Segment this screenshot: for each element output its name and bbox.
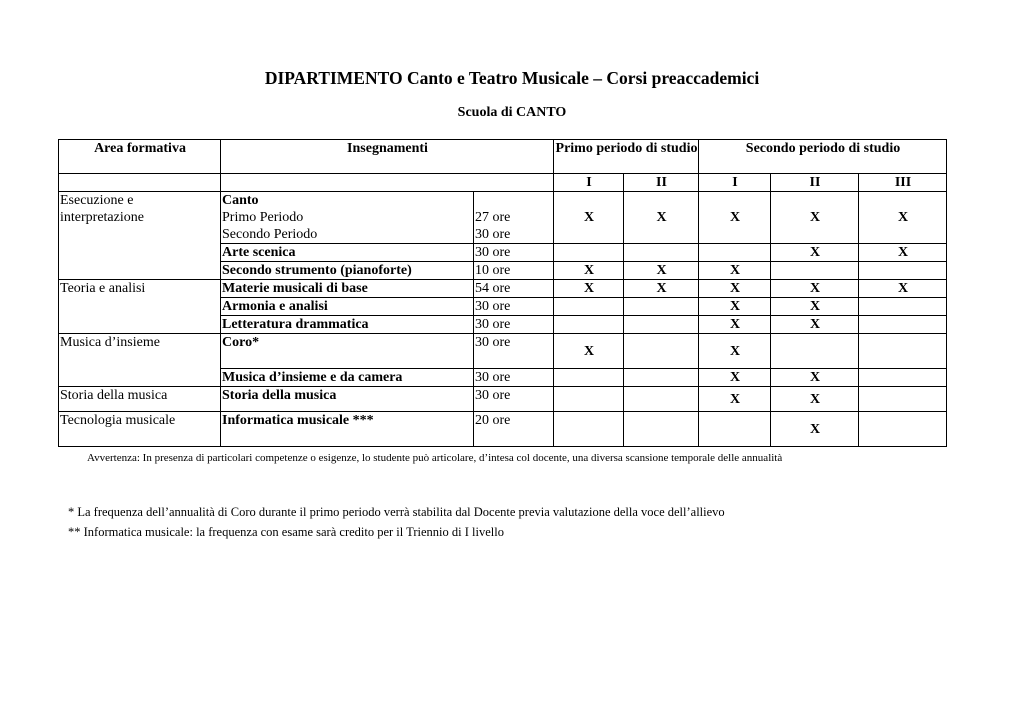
- mark-cell: X: [771, 387, 859, 412]
- empty-cell: [624, 244, 699, 262]
- table-row: [59, 192, 947, 244]
- mark-cell: X: [771, 244, 859, 262]
- empty-cell: [859, 412, 947, 447]
- empty-cell: [624, 412, 699, 447]
- table-row: [59, 412, 947, 447]
- empty-cell: [554, 369, 624, 387]
- empty-cell: [859, 298, 947, 316]
- hours-cell: [474, 192, 554, 244]
- year-header: I: [699, 174, 771, 192]
- course-name: Materie musicali di base: [221, 280, 474, 298]
- course-name: Arte scenica: [221, 244, 474, 262]
- mark-cell: X: [771, 412, 859, 447]
- hours-cell: 20 ore: [474, 412, 554, 447]
- empty-cell: [554, 387, 624, 412]
- hours-cell: 54 ore: [474, 280, 554, 298]
- year-header: I: [554, 174, 624, 192]
- course-name: Musica d’insieme e da camera: [221, 369, 474, 387]
- table-row: [59, 387, 947, 412]
- area-cell: Tecnologia musicale: [59, 412, 221, 447]
- empty-cell: [771, 334, 859, 369]
- empty-cell: [221, 174, 554, 192]
- mark-cell: X: [859, 280, 947, 298]
- course-name: Letteratura drammatica: [221, 316, 474, 334]
- empty-cell: [859, 262, 947, 280]
- hours-value: 27 ore: [475, 210, 511, 225]
- warning-note: Avvertenza: In presenza di particolari competenze o esigenze, lo studente può articolare, d’intesa col docente, una diversa scansione temporale delle annualità: [87, 452, 783, 464]
- hours-cell: 30 ore: [474, 334, 554, 369]
- mark-cell: X: [554, 262, 624, 280]
- empty-cell: [554, 298, 624, 316]
- empty-cell: [624, 369, 699, 387]
- mark-cell: X: [771, 298, 859, 316]
- footnote: * La frequenza dell’annualità di Coro durante il primo periodo verrà stabilita dal Docente previa valutazione della voce dell’allievo: [68, 505, 725, 519]
- hours-cell: 10 ore: [474, 262, 554, 280]
- mark-cell: X: [699, 387, 771, 412]
- empty-cell: [554, 244, 624, 262]
- course-subperiod: Primo Periodo: [222, 210, 304, 225]
- mark-cell: X: [624, 262, 699, 280]
- hours-cell: 30 ore: [474, 387, 554, 412]
- mark-cell: X: [699, 334, 771, 369]
- curriculum-table: [58, 139, 947, 447]
- hours-cell: 30 ore: [474, 316, 554, 334]
- mark-cell: X: [771, 280, 859, 298]
- empty-cell: [624, 334, 699, 369]
- mark-cell: X: [699, 316, 771, 334]
- empty-cell: [624, 298, 699, 316]
- mark-cell: X: [771, 192, 859, 244]
- hours-value: 30 ore: [475, 227, 511, 242]
- mark-cell: X: [554, 334, 624, 369]
- empty-cell: [554, 412, 624, 447]
- year-header: III: [859, 174, 947, 192]
- header-row: [59, 140, 947, 174]
- page-title: DIPARTIMENTO Canto e Teatro Musicale – Corsi preaccademici: [264, 68, 760, 88]
- empty-cell: [859, 369, 947, 387]
- mark-cell: X: [554, 192, 624, 244]
- mark-cell: X: [699, 262, 771, 280]
- empty-cell: [859, 387, 947, 412]
- table-row: [59, 280, 947, 298]
- year-header: II: [771, 174, 859, 192]
- mark-cell: X: [771, 369, 859, 387]
- mark-cell: X: [554, 280, 624, 298]
- empty-cell: [624, 387, 699, 412]
- empty-cell: [624, 316, 699, 334]
- hours-cell: 30 ore: [474, 298, 554, 316]
- area-cell: Musica d’insieme: [59, 334, 221, 387]
- course-name: Coro*: [221, 334, 474, 369]
- empty-cell: [699, 412, 771, 447]
- empty-cell: [859, 334, 947, 369]
- course-name: Canto: [222, 193, 259, 208]
- mark-cell: X: [699, 369, 771, 387]
- area-cell: Esecuzione e interpretazione: [59, 192, 221, 280]
- hours-cell: 30 ore: [474, 369, 554, 387]
- mark-cell: X: [699, 280, 771, 298]
- area-cell: Teoria e analisi: [59, 280, 221, 334]
- course-name: Informatica musicale ***: [221, 412, 474, 447]
- mark-cell: X: [699, 192, 771, 244]
- course-name: Secondo strumento (pianoforte): [221, 262, 474, 280]
- course-name: Armonia e analisi: [221, 298, 474, 316]
- mark-cell: X: [859, 192, 947, 244]
- page-subtitle: Scuola di CANTO: [457, 105, 567, 120]
- empty-cell: [554, 316, 624, 334]
- area-cell: Storia della musica: [59, 387, 221, 412]
- hours-cell: 30 ore: [474, 244, 554, 262]
- mark-cell: X: [624, 280, 699, 298]
- mark-cell: X: [771, 316, 859, 334]
- header-secondo-periodo: Secondo periodo di studio: [699, 140, 947, 174]
- header-area: Area formativa: [59, 140, 221, 174]
- empty-cell: [771, 262, 859, 280]
- year-header: II: [624, 174, 699, 192]
- mark-cell: X: [859, 244, 947, 262]
- footnote: ** Informatica musicale: la frequenza con esame sarà credito per il Triennio di I livello: [68, 525, 504, 539]
- course-subperiod: Secondo Periodo: [222, 227, 318, 242]
- table-row: [59, 334, 947, 369]
- course-name: Storia della musica: [221, 387, 474, 412]
- subheader-row: [59, 174, 947, 192]
- empty-cell: [699, 244, 771, 262]
- empty-cell: [859, 316, 947, 334]
- header-primo-periodo: Primo periodo di studio: [554, 140, 699, 174]
- empty-cell: [59, 174, 221, 192]
- course-cell: [221, 192, 474, 244]
- header-insegnamenti: Insegnamenti: [221, 140, 554, 174]
- mark-cell: X: [699, 298, 771, 316]
- mark-cell: X: [624, 192, 699, 244]
